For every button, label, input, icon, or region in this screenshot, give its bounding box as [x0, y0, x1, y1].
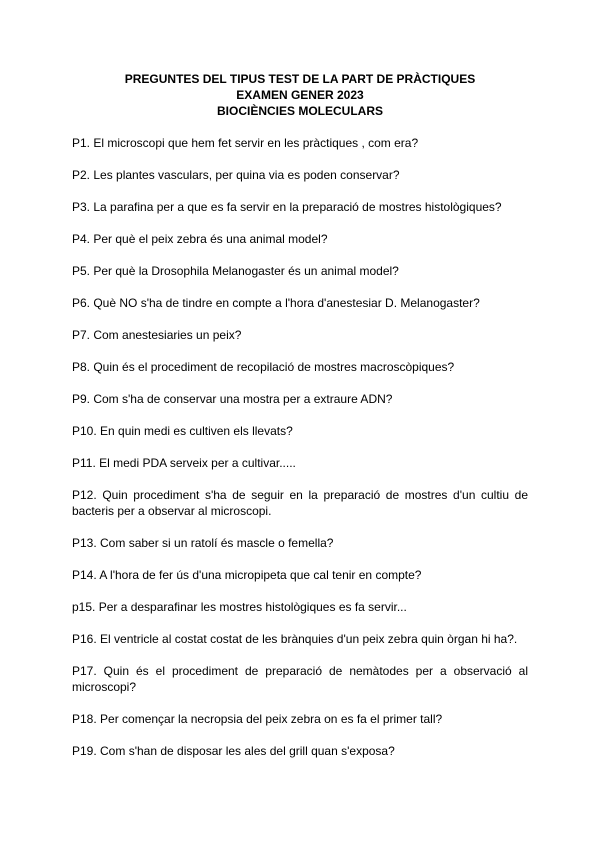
question-19: P19. Com s'han de disposar les ales del grill quan s'exposa? [72, 744, 395, 758]
question-5: P5. Per què la Drosophila Melanogaster és un animal model? [72, 264, 399, 278]
question-1: P1. El microscopi que hem fet servir en les pràctiques , com era? [72, 136, 419, 150]
document-header [0, 71, 600, 119]
question-10: P10. En quin medi es cultiven els llevats? [72, 424, 293, 438]
question-list [72, 135, 528, 775]
question-7: P7. Com anestesiaries un peix? [72, 328, 242, 342]
question-2: P2. Les plantes vasculars, per quina via es poden conservar? [72, 168, 400, 182]
question-16: P16. El ventricle al costat costat de les brànquies d'un peix zebra quin òrgan hi ha?. [72, 632, 518, 646]
question-11: P11. El medi PDA serveix per a cultivar..... [72, 456, 296, 470]
question-18: P18. Per començar la necropsia del peix zebra on es fa el primer tall? [72, 712, 443, 726]
question-4: P4. Per què el peix zebra és una animal model? [72, 232, 328, 246]
header-course: BIOCIÈNCIES MOLECULARS [216, 104, 383, 118]
question-6: P6. Què NO s'ha de tindre en compte a l'hora d'anestesiar D. Melanogaster? [72, 296, 480, 310]
question-8: P8. Quin és el procediment de recopilació de mostres macroscòpiques? [72, 360, 455, 374]
question-13: P13. Com saber si un ratolí és mascle o femella? [72, 536, 334, 550]
question-14: P14. A l'hora de fer ús d'una micropipeta que cal tenir en compte? [72, 568, 422, 582]
header-title: PREGUNTES DEL TIPUS TEST DE LA PART DE PRÀCTIQUES [124, 72, 476, 86]
question-15: p15. Per a desparafinar les mostres histològiques es fa servir... [72, 600, 407, 614]
question-3: P3. La parafina per a que es fa servir en la preparació de mostres histològiques? [72, 200, 502, 214]
header-exam: EXAMEN GENER 2023 [236, 88, 364, 102]
question-12: P12. Quin procediment s'ha de seguir en la preparació de mostres d'un cultiu de bacteris per a observar al microscopi. [72, 488, 528, 518]
question-9: P9. Com s'ha de conservar una mostra per a extraure ADN? [72, 392, 393, 406]
question-17: P17. Quin és el procediment de preparació de nemàtodes per a observació al microscopi? [72, 664, 528, 694]
